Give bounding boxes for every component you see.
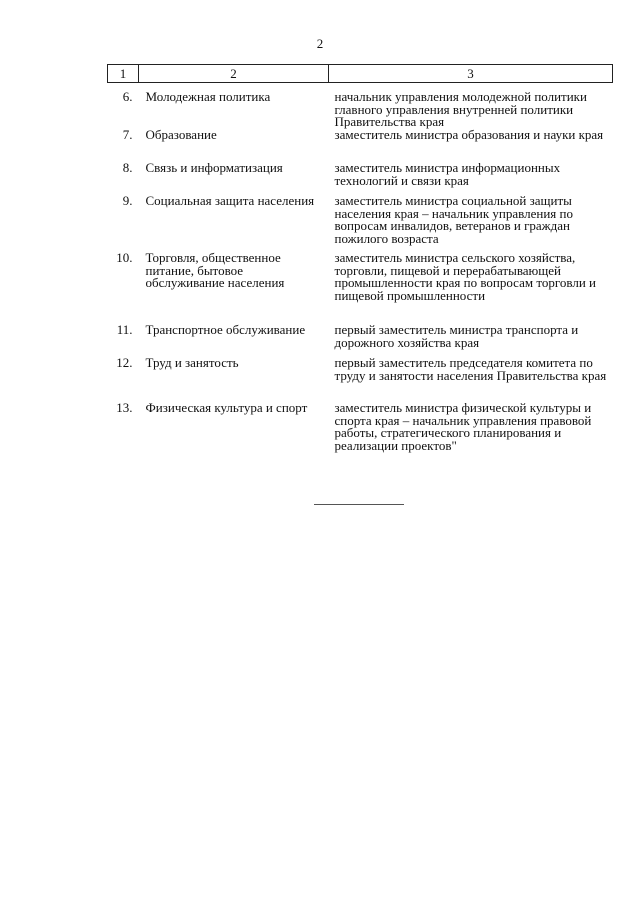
row-responsible: заместитель министра образования и науки края: [334, 127, 604, 142]
row-responsible: заместитель министра информационных технологий и связи края: [334, 160, 561, 188]
column-header-area: 2: [139, 65, 329, 83]
table-row: [108, 162, 613, 195]
row-responsible: заместитель министра социальной защиты населения края – начальник управления по вопросам инвалидов, ветеранов и граждан пожилого возраста: [334, 193, 573, 246]
column-header-responsible: 3: [329, 65, 613, 83]
table-row: [108, 324, 613, 357]
table-row: [108, 83, 613, 130]
row-number: 12.: [116, 355, 133, 370]
responsibility-table: [107, 64, 613, 472]
table-row: [108, 357, 613, 402]
row-responsible: начальник управления молодежной политики главного управления внутренней политики Правительства края: [334, 89, 587, 129]
row-number: 8.: [122, 160, 133, 175]
column-header-number: 1: [108, 65, 139, 83]
row-responsible: первый заместитель председателя комитета по труду и занятости населения Правительства края: [334, 355, 607, 383]
row-responsible: заместитель министра физической культуры и спорта края – начальник управления правовой работы, стратегического планирования и реализации проектов": [334, 400, 592, 453]
row-area: Торговля, общественное питание, бытовое обслуживание населения: [145, 250, 285, 290]
table-header-row: [108, 65, 613, 83]
page-number: 2: [316, 36, 324, 51]
row-number: 9.: [122, 193, 133, 208]
end-of-document-rule: [314, 504, 404, 505]
table-row: [108, 195, 613, 252]
row-number: 13.: [116, 400, 133, 415]
row-area: Образование: [145, 127, 217, 142]
table-body: [108, 83, 613, 473]
row-area: Труд и занятость: [145, 355, 239, 370]
row-number: 10.: [116, 250, 133, 265]
row-area: Молодежная политика: [145, 89, 271, 104]
row-area: Транспортное обслуживание: [145, 322, 306, 337]
row-responsible: заместитель министра сельского хозяйства, торговли, пищевой и перерабатывающей промышленности края по вопросам торговли и пищевой промышленности: [334, 250, 596, 303]
row-responsible: первый заместитель министра транспорта и дорожного хозяйства края: [334, 322, 579, 350]
row-number: 11.: [116, 322, 133, 337]
row-area: Связь и информатизация: [145, 160, 283, 175]
row-number: 7.: [122, 127, 133, 142]
row-number: 6.: [122, 89, 133, 104]
table-row: [108, 252, 613, 324]
row-area: Социальная защита населения: [145, 193, 315, 208]
row-area: Физическая культура и спорт: [145, 400, 308, 415]
table-row: [108, 129, 613, 162]
table-row: [108, 402, 613, 472]
table-header: [108, 65, 613, 83]
